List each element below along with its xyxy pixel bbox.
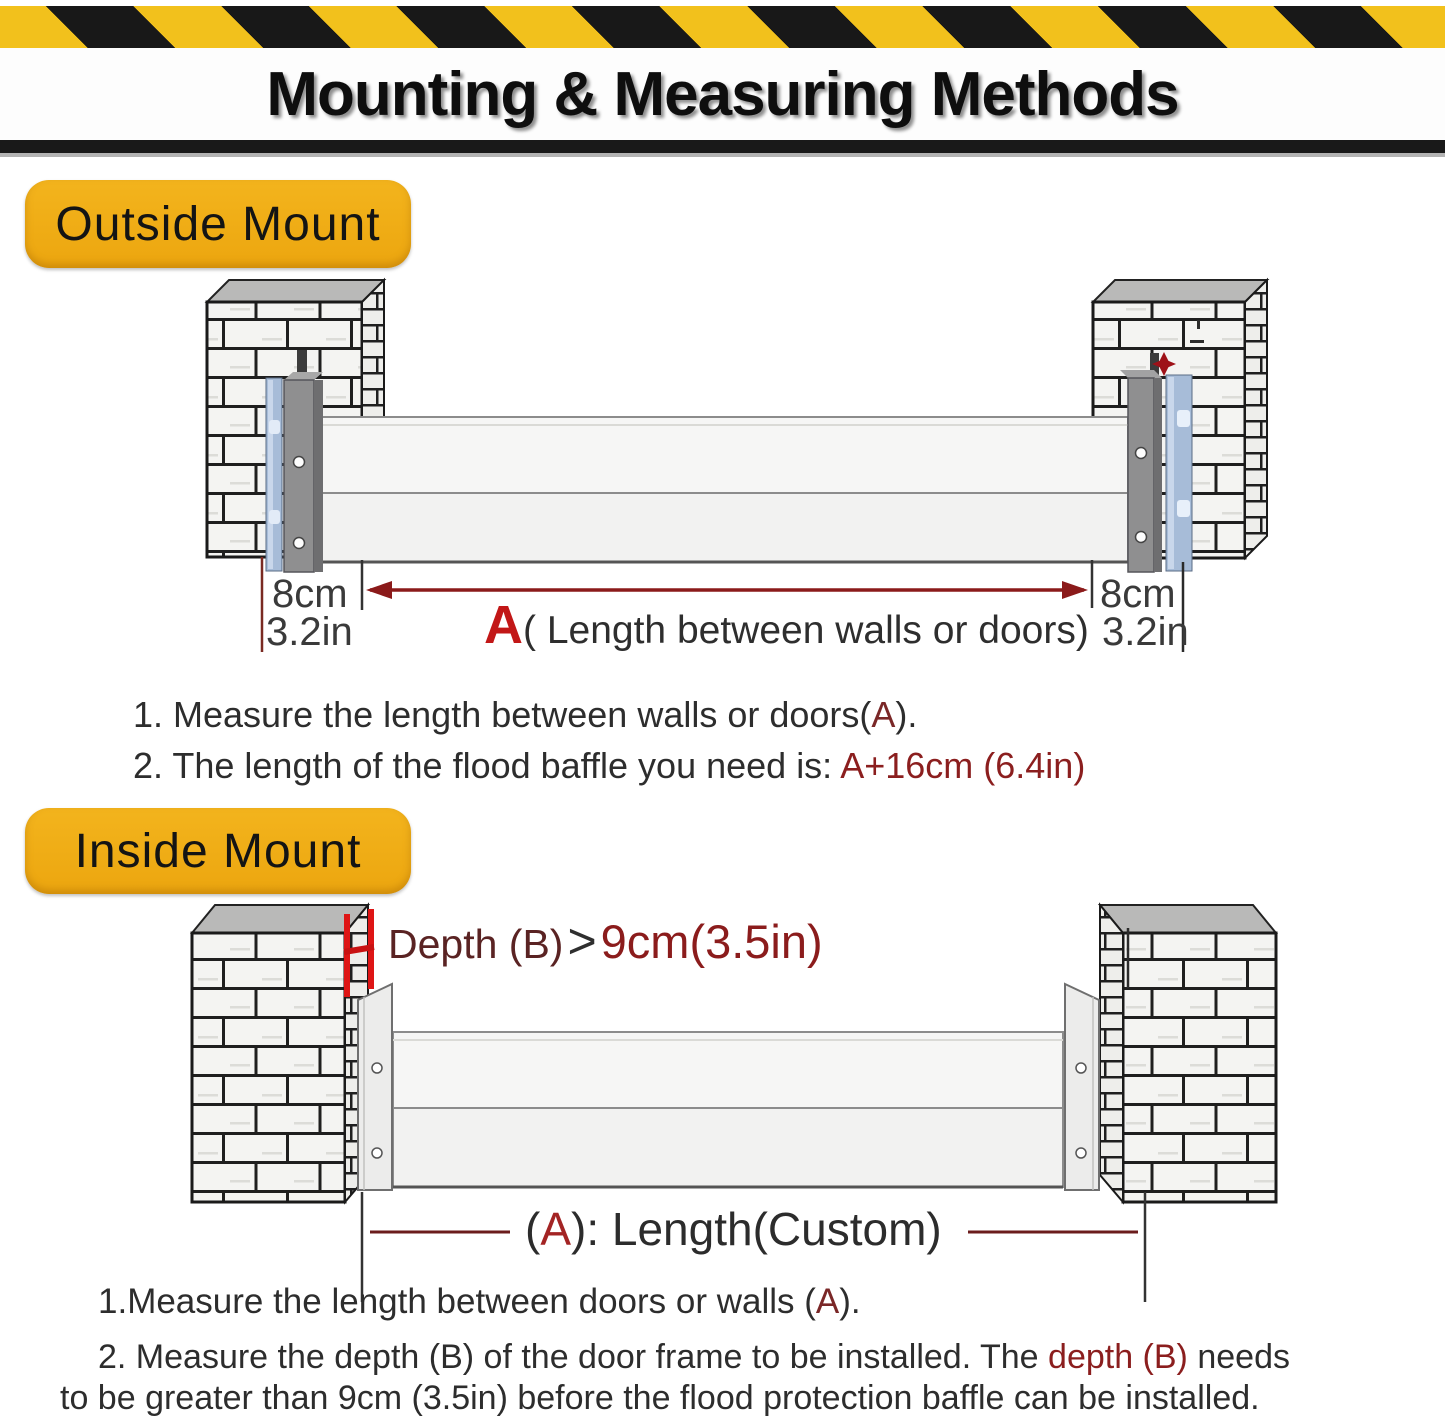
inside-step1-letter: A (815, 1282, 840, 1321)
inside-length-annotation (525, 1202, 942, 1256)
inside-length-letter: A (540, 1203, 572, 1255)
inside-right-pillar (1100, 905, 1276, 1202)
outside-step-1 (133, 694, 917, 736)
outside-step2-text: 2. The length of the flood baffle you need is: (133, 745, 841, 786)
inside-step2-end: needs (1187, 1338, 1290, 1376)
flood-barrier-panels-inside (393, 1032, 1063, 1187)
page-title: Mounting & Measuring Methods (266, 59, 1179, 129)
inside-length-paren: ( (525, 1203, 541, 1255)
greater-than-sign: > (567, 913, 597, 969)
outside-length-letter: A (484, 595, 523, 655)
outside-step1-text: 1. Measure the length between walls or doors( (133, 694, 872, 735)
outside-right-offset-in: 3.2in (1102, 610, 1189, 654)
inside-step1-end: ). (839, 1282, 861, 1321)
outside-right-bracket (1120, 352, 1192, 572)
inside-step1-text: 1.Measure the length between doors or walls ( (98, 1282, 816, 1321)
inside-left-bracket (358, 984, 392, 1190)
outside-length-annotation (484, 594, 1089, 656)
depth-annotation-value: 9cm(3.5in) (600, 915, 823, 968)
outside-mount-badge (25, 180, 411, 268)
hazard-stripe-banner (0, 6, 1445, 50)
outside-step1-letter: A (871, 694, 896, 735)
inside-step-2-line1 (98, 1338, 1290, 1377)
inside-step-2-line2 (60, 1379, 1260, 1418)
title-band (0, 48, 1445, 140)
inside-mount-badge (25, 808, 411, 894)
inside-mount-badge-label: Inside Mount (74, 824, 362, 878)
outside-step2-formula: A+16cm (6.4in) (840, 745, 1086, 786)
inside-step2-text: 2. Measure the depth (B) of the door frame to be installed. The (98, 1338, 1049, 1376)
inside-right-bracket (1065, 984, 1099, 1190)
outside-step1-end: ). (895, 694, 918, 735)
depth-annotation-label: Depth (B) (388, 921, 564, 967)
inside-step2-line2-text: to be greater than 9cm (3.5in) before the flood protection baffle can be installed. (60, 1379, 1260, 1417)
outside-left-bracket (266, 350, 323, 572)
inside-left-pillar (192, 905, 368, 1202)
flood-barrier-panels (322, 417, 1128, 562)
outside-right-offset-cm: 8cm (1100, 572, 1176, 616)
outside-mount-badge-label: Outside Mount (55, 197, 381, 251)
inside-step-1 (98, 1282, 861, 1322)
depth-annotation (388, 912, 823, 970)
inside-step2-depth-red: depth (B) (1048, 1338, 1188, 1376)
outside-left-offset-in: 3.2in (266, 610, 353, 654)
outside-step-2 (133, 745, 1085, 787)
outside-length-text: ( Length between walls or doors) (523, 609, 1089, 652)
inside-length-text: ): Length(Custom) (571, 1203, 942, 1255)
outside-left-offset-cm: 8cm (272, 572, 348, 616)
header-divider (0, 140, 1445, 157)
